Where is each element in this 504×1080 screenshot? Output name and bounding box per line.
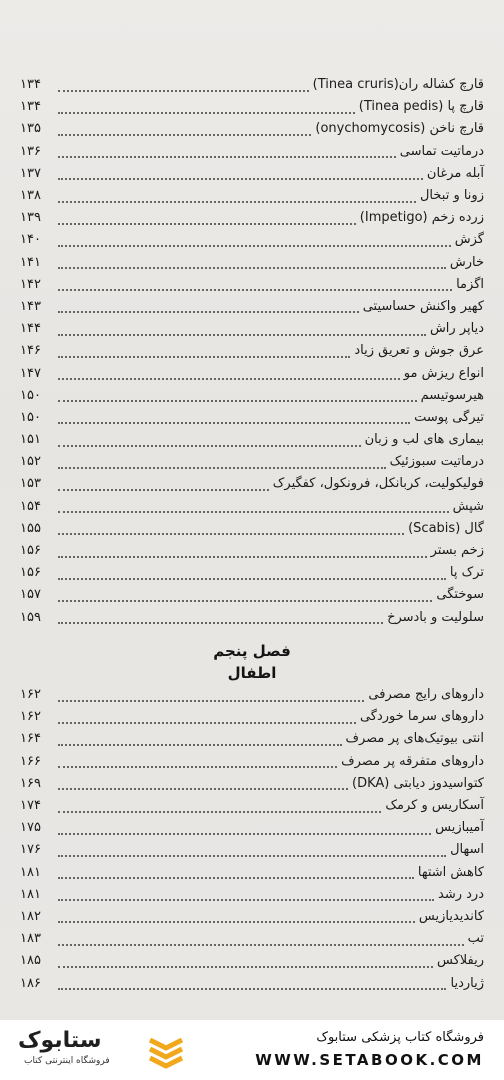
dot-leader <box>58 177 423 180</box>
toc-entry <box>20 773 484 795</box>
toc-entry <box>20 518 484 540</box>
toc-entry-page: ۱۷۵ <box>20 820 41 836</box>
toc-entry-title: بیماری های لب و زبان <box>364 432 484 448</box>
toc-entry <box>20 706 484 728</box>
toc-entry-page: ۱۶۲ <box>20 687 41 703</box>
toc-entry-title: آمیبازیس <box>435 820 484 836</box>
toc-entry-title: خارش <box>449 254 484 270</box>
toc-entry <box>20 862 484 884</box>
toc-entry <box>20 362 484 384</box>
dot-leader <box>58 599 432 602</box>
logo-wordmark: ستابوک <box>18 1028 102 1053</box>
toc-entry <box>20 318 484 340</box>
toc-entry <box>20 74 484 96</box>
toc-entry <box>20 884 484 906</box>
toc-entry <box>20 407 484 429</box>
toc-entry-title: قارچ پا (Tinea pedis) <box>358 99 484 115</box>
toc-entry-page: ۱۸۵ <box>20 953 41 969</box>
toc-entry-title: ریفلاکس <box>437 953 484 969</box>
toc-entry-page: ۱۸۶ <box>20 975 41 991</box>
dot-leader <box>58 444 361 447</box>
toc-entry <box>20 274 484 296</box>
toc-entry-page: ۱۴۷ <box>20 365 41 381</box>
toc-entry-title: قارچ ناخن (onychomycosis) <box>315 121 484 137</box>
toc-entry-title: داروهای متفرقه پر مصرف <box>341 753 484 769</box>
dot-leader <box>58 155 396 158</box>
dot-leader <box>58 876 414 879</box>
toc-entry-page: ۱۵۲ <box>20 454 41 470</box>
chapter-heading <box>0 640 504 684</box>
toc-entry-page: ۱۷۶ <box>20 842 41 858</box>
toc-entry <box>20 429 484 451</box>
toc-entry <box>20 584 484 606</box>
toc-entry <box>20 728 484 750</box>
toc-entry-title: اگزما <box>456 276 484 292</box>
toc-entry-page: ۱۵۷ <box>20 587 41 603</box>
toc-entry <box>20 96 484 118</box>
toc-entry-title: تیرگی پوست <box>414 409 484 425</box>
toc-entry-title: ژیاردیا <box>450 975 484 991</box>
toc-entry-title: داروهای سرما خوردگی <box>359 709 484 725</box>
toc-entry-page: ۱۳۹ <box>20 210 41 226</box>
toc-entry-title: کتواسیدوز دیابتی (DKA) <box>352 775 484 791</box>
toc-entry-page: ۱۶۶ <box>20 753 41 769</box>
toc-entry-page: ۱۵۵ <box>20 520 41 536</box>
dot-leader <box>58 987 446 990</box>
toc-entry-page: ۱۴۳ <box>20 298 41 314</box>
toc-entry-title: درد رشد <box>438 886 484 902</box>
dot-leader <box>58 943 464 946</box>
toc-entry-title: تب <box>467 931 484 947</box>
toc-entry <box>20 795 484 817</box>
dot-leader <box>58 355 350 358</box>
dot-leader <box>58 111 355 114</box>
store-url[interactable]: WWW.SETABOOK.COM <box>255 1051 484 1069</box>
toc-entry-page: ۱۳۴ <box>20 77 41 93</box>
toc-entry-page: ۱۳۴ <box>20 99 41 115</box>
dot-leader <box>58 510 449 513</box>
toc-entry-title: دیاپر راش <box>429 321 484 337</box>
toc-entry-page: ۱۳۵ <box>20 121 41 137</box>
toc-entry-title: درماتیت تماسی <box>399 143 484 159</box>
dot-leader <box>58 810 381 813</box>
toc-entry-page: ۱۵۱ <box>20 432 41 448</box>
toc-entry <box>20 207 484 229</box>
toc-entry-page: ۱۶۴ <box>20 731 41 747</box>
toc-entry <box>20 906 484 928</box>
dot-leader <box>58 787 348 790</box>
toc-entry-page: ۱۳۷ <box>20 165 41 181</box>
footer-text <box>255 1028 484 1072</box>
toc-entry <box>20 473 484 495</box>
chapter-subtitle: اطفال <box>227 664 277 682</box>
toc-entry <box>20 496 484 518</box>
toc-entry <box>20 296 484 318</box>
dot-leader <box>58 721 356 724</box>
dot-leader <box>58 399 417 402</box>
dot-leader <box>58 377 400 380</box>
toc-entry-page: ۱۵۶ <box>20 543 41 559</box>
toc-entry-page: ۱۸۲ <box>20 908 41 924</box>
dot-leader <box>58 200 416 203</box>
toc-entry-page: ۱۴۰ <box>20 232 41 248</box>
dot-leader <box>58 466 386 469</box>
toc-entry-title: قارچ کشاله ران(Tinea cruris) <box>312 77 484 93</box>
dot-leader <box>58 555 427 558</box>
toc-entry-page: ۱۸۱ <box>20 864 41 880</box>
toc-entry-page: ۱۵۰ <box>20 387 41 403</box>
toc-entry-title: درماتیت سبوزئیک <box>389 454 484 470</box>
store-name: فروشگاه کتاب پزشکی ستابوک <box>316 1030 484 1045</box>
toc-list-part2 <box>20 684 484 995</box>
toc-entry-page: ۱۴۱ <box>20 254 41 270</box>
dot-leader <box>58 577 446 580</box>
store-logo[interactable] <box>18 1028 188 1072</box>
toc-entry-title: کاندیدیازیس <box>418 908 484 924</box>
toc-entry-title: آسکاریس و کرمک <box>385 798 484 814</box>
dot-leader <box>58 854 446 857</box>
dot-leader <box>58 488 269 491</box>
toc-entry-title: انتی بیوتیک‌های پر مصرف <box>345 731 484 747</box>
toc-entry-title: هیرسوتیسم <box>420 387 484 403</box>
toc-entry-title: سلولیت و بادسرخ <box>387 609 484 625</box>
dot-leader <box>58 743 342 746</box>
toc-entry-page: ۱۵۶ <box>20 565 41 581</box>
toc-entry-title: اسهال <box>450 842 484 858</box>
toc-entry-title: ترک پا <box>449 565 484 581</box>
dot-leader <box>58 699 364 702</box>
toc-entry-title: انواع ریزش مو <box>403 365 484 381</box>
toc-entry <box>20 751 484 773</box>
dot-leader <box>58 89 309 92</box>
toc-entry-title: سوختگی <box>436 587 484 603</box>
toc-entry-title: کهیر واکنش حساسیتی <box>362 298 484 314</box>
toc-entry-title: آبله مرغان <box>426 165 484 181</box>
store-footer <box>0 1020 504 1080</box>
dot-leader <box>58 965 433 968</box>
dot-leader <box>58 532 404 535</box>
toc-entry-page: ۱۳۶ <box>20 143 41 159</box>
toc-entry <box>20 562 484 584</box>
toc-entry-page: ۱۶۹ <box>20 775 41 791</box>
toc-entry <box>20 607 484 629</box>
toc-entry-title: عرق جوش و تعریق زیاد <box>354 343 484 359</box>
toc-entry-page: ۱۸۱ <box>20 886 41 902</box>
toc-entry-title: کاهش اشتها <box>417 864 484 880</box>
dot-leader <box>58 920 415 923</box>
toc-entry <box>20 451 484 473</box>
dot-leader <box>58 421 410 424</box>
toc-entry <box>20 118 484 140</box>
toc-entry-title: شپش <box>452 498 484 514</box>
toc-entry <box>20 972 484 994</box>
toc-entry-page: ۱۴۴ <box>20 321 41 337</box>
toc-entry <box>20 163 484 185</box>
toc-entry <box>20 839 484 861</box>
toc-entry-page: ۱۵۳ <box>20 476 41 492</box>
toc-list-part1 <box>20 74 484 629</box>
toc-entry-title: گال (Scabis) <box>408 520 484 536</box>
toc-entry <box>20 340 484 362</box>
toc-entry-page: ۱۵۹ <box>20 609 41 625</box>
dot-leader <box>58 621 383 624</box>
toc-entry <box>20 540 484 562</box>
dot-leader <box>58 133 311 136</box>
toc-entry-page: ۱۵۴ <box>20 498 41 514</box>
toc-entry-page: ۱۳۸ <box>20 188 41 204</box>
chapter-title: فصل پنجم <box>213 642 291 660</box>
dot-leader <box>58 244 451 247</box>
toc-entry-page: ۱۵۰ <box>20 409 41 425</box>
dot-leader <box>58 266 446 269</box>
toc-entry <box>20 928 484 950</box>
toc-entry <box>20 141 484 163</box>
dot-leader <box>58 832 431 835</box>
dot-leader <box>58 333 426 336</box>
toc-entry <box>20 950 484 972</box>
toc-entry-title: داروهای رایج مصرفی <box>368 687 484 703</box>
toc-entry <box>20 684 484 706</box>
toc-entry-page: ۱۷۴ <box>20 798 41 814</box>
toc-entry-title: گزش <box>454 232 484 248</box>
book-stack-icon <box>146 1030 186 1070</box>
dot-leader <box>58 310 359 313</box>
toc-entry-page: ۱۴۶ <box>20 343 41 359</box>
dot-leader <box>58 898 434 901</box>
toc-entry-title: زونا و تبخال <box>419 188 484 204</box>
logo-tagline: فروشگاه اینترنتی کتاب <box>24 1056 110 1066</box>
toc-entry <box>20 185 484 207</box>
toc-entry <box>20 229 484 251</box>
toc-entry <box>20 385 484 407</box>
toc-entry-title: زخم بستر <box>430 543 484 559</box>
dot-leader <box>58 765 337 768</box>
toc-entry-title: فولیکولیت، کربانکل، فرونکول، کفگیرک <box>272 476 484 492</box>
dot-leader <box>58 222 356 225</box>
toc-entry-title: زرده زخم (Impetigo) <box>359 210 484 226</box>
toc-entry-page: ۱۴۲ <box>20 276 41 292</box>
toc-entry-page: ۱۸۳ <box>20 931 41 947</box>
toc-entry <box>20 252 484 274</box>
toc-entry <box>20 817 484 839</box>
toc-entry-page: ۱۶۲ <box>20 709 41 725</box>
dot-leader <box>58 288 452 291</box>
